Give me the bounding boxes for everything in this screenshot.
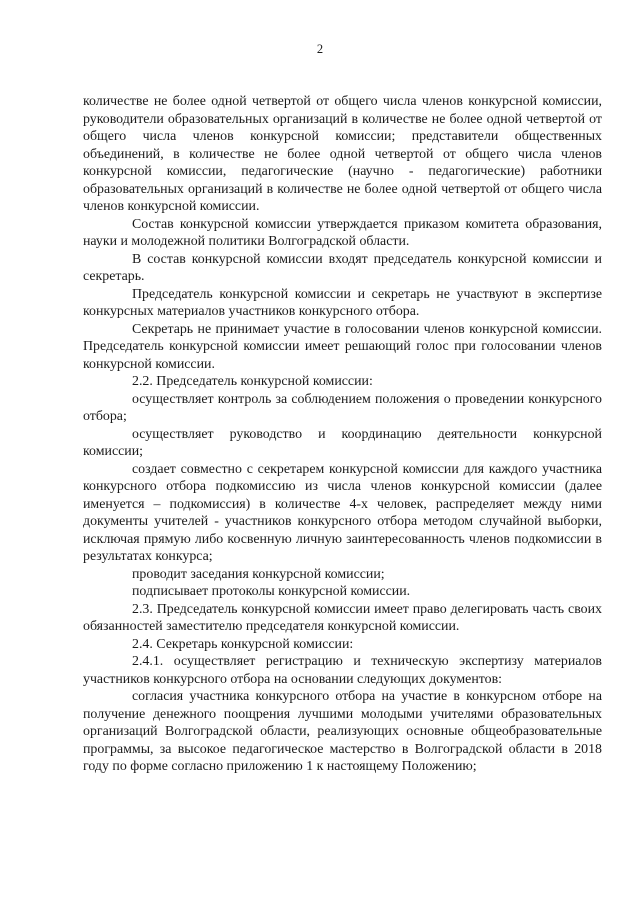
paragraph-1: количестве не более одной четвертой от общего числа членов конкурсной комиссии, руководители образовательных организаций в количестве не более одной четвертой от общего числа членов конкурсной комиссии; представители общественных объединений, в количестве не более одной четвертой от общего числа членов конкурсной комиссии, педагогические (научно - педагогические) работники образовательных организаций в количестве не более одной четвертой от общего числа членов конкурсной комиссии.	[83, 94, 602, 214]
paragraph-9: создает совместно с секретарем конкурсной комиссии для каждого участника конкурсного отбора подкомиссию из числа членов конкурсной комиссии (далее именуется – подкомиссия) в количестве 4-х человек, распределяет между ними документы учителей - участников конкурсного отбора методом случайной выборки, исключая прямую либо косвенную личную заинтересованность членов подкомиссии в результатах конкурса;	[83, 461, 602, 564]
section-2-2-heading: 2.2. Председатель конкурсной комиссии:	[132, 374, 373, 389]
section-2-4-1-paragraph: 2.4.1. осуществляет регистрацию и техническую экспертизу материалов участников конкурсного отбора на основании следующих документов:	[83, 654, 602, 687]
paragraph-2: Состав конкурсной комиссии утверждается приказом комитета образования, науки и молодежной политики Волгоградской области.	[83, 216, 602, 249]
paragraph-10: проводит заседания конкурсной комиссии;	[132, 566, 385, 582]
document-body	[83, 93, 602, 776]
paragraph-5: Секретарь не принимает участие в голосовании членов конкурсной комиссии. Председатель конкурсной комиссии имеет решающий голос при голосовании членов конкурсной комиссии.	[83, 321, 602, 372]
paragraph-11: подписывает протоколы конкурсной комиссии.	[132, 584, 411, 599]
paragraph-15: согласия участника конкурсного отбора на участие в конкурсном отборе на получение денежного поощрения лучшими молодыми учителями образовательных организаций Волгоградской области, реализующих основные общеобразовательные программы, за высокое педагогическое мастерство в Волгоградской области в 2018 году по форме согласно приложению 1 к настоящему Положению;	[83, 689, 602, 774]
paragraph-4: Председатель конкурсной комиссии и секретарь не участвуют в экспертизе конкурсных материалов участников конкурсного отбора.	[83, 286, 602, 319]
section-2-3-paragraph: 2.3. Председатель конкурсной комиссии имеет право делегировать часть своих обязанностей заместителю председателя конкурсной комиссии.	[83, 601, 602, 634]
page-number: 2	[316, 42, 324, 56]
paragraph-7: осуществляет контроль за соблюдением положения о проведении конкурсного отбора;	[83, 391, 602, 424]
paragraph-8: осуществляет руководство и координацию деятельности конкурсной комиссии;	[83, 426, 602, 459]
section-2-4-heading: 2.4. Секретарь конкурсной комиссии:	[132, 636, 354, 652]
paragraph-3: В состав конкурсной комиссии входят председатель конкурсной комиссии и секретарь.	[83, 251, 602, 284]
